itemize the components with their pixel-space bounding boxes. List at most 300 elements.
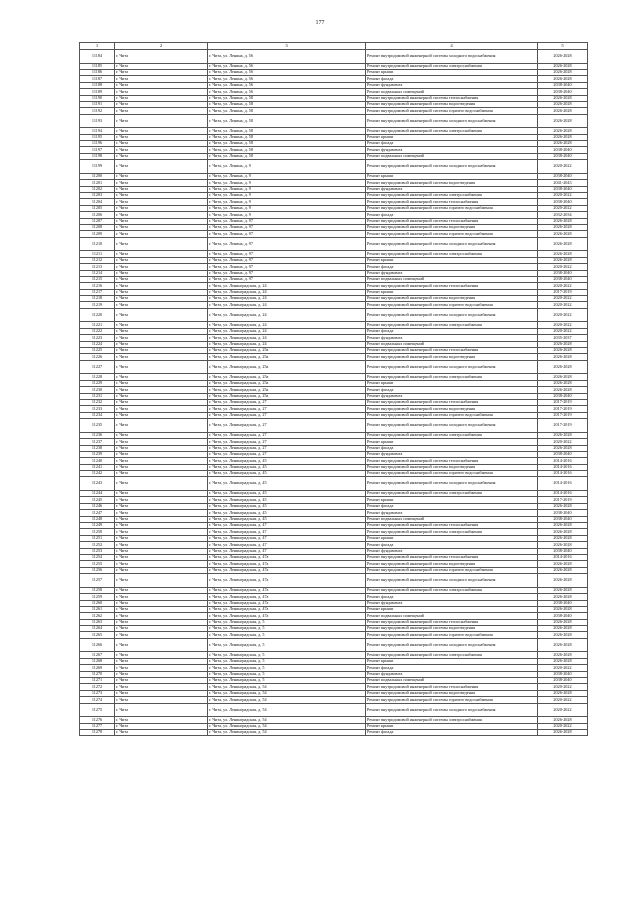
address-cell: г. Чита, ул. Ленинградская, д. 5 (208, 671, 366, 677)
work-type-cell: Ремонт фасада (366, 141, 538, 147)
address-cell: г. Чита, ул. Ленинградская, д. 24 (208, 335, 366, 341)
row-number-cell: 11277 (80, 723, 115, 729)
work-type-cell: Ремонт внутридомовой инженерной системы водоотведения (366, 464, 538, 470)
work-type-cell: Ремонт крыши (366, 497, 538, 503)
locality-cell: г. Чита (115, 678, 208, 684)
address-cell: г. Чита, ул. Ленинградская, д. 47а (208, 594, 366, 600)
work-type-cell: Ремонт внутридомовой инженерной системы электроснабжения (366, 63, 538, 69)
table-body (80, 43, 588, 736)
locality-cell: г. Чита (115, 451, 208, 457)
row-number-cell: 11278 (80, 729, 115, 735)
table-row (80, 574, 588, 588)
work-type-cell: Ремонт внутридомовой инженерной системы водоотведения (366, 354, 538, 360)
work-type-cell: Ремонт крыши (366, 134, 538, 140)
locality-cell: г. Чита (115, 406, 208, 412)
work-type-cell: Ремонт внутридомовой инженерной системы горячего водоснабжения (366, 697, 538, 703)
period-cell: 2020-2022 (538, 328, 588, 334)
period-cell: 2017-2019 (538, 497, 588, 503)
row-number-cell: 11215 (80, 276, 115, 282)
address-cell: г. Чита, ул. Ленинградская, д. 24 (208, 328, 366, 334)
locality-cell: г. Чита (115, 471, 208, 477)
address-cell: г. Чита, ул. Ленинградская, д. 24 (208, 283, 366, 289)
locality-cell: г. Чита (115, 380, 208, 386)
row-number-cell: 11240 (80, 458, 115, 464)
address-cell: г. Чита, ул. Ленина, д. 58 (208, 134, 366, 140)
work-type-cell: Ремонт внутридомовой инженерной системы горячего водоснабжения (366, 302, 538, 308)
address-cell: г. Чита, ул. Ленинградская, д. 25а (208, 393, 366, 399)
locality-cell: г. Чита (115, 497, 208, 503)
row-number-cell: 11252 (80, 542, 115, 548)
work-type-cell: Ремонт внутридомовой инженерной системы теплоснабжения (366, 554, 538, 560)
period-cell: 2026-2028 (538, 354, 588, 360)
period-cell: 2026-2028 (538, 503, 588, 509)
address-cell: г. Чита, ул. Ленинградская, д. 24 (208, 341, 366, 347)
row-number-cell: 11229 (80, 380, 115, 386)
row-number-cell: 11200 (80, 173, 115, 179)
locality-cell: г. Чита (115, 554, 208, 560)
period-cell: 2020-2022 (538, 296, 588, 302)
work-type-cell: Ремонт внутридомовой инженерной системы горячего водоснабжения (366, 412, 538, 418)
row-number-cell: 11238 (80, 445, 115, 451)
work-type-cell: Ремонт фундамента (366, 335, 538, 341)
period-cell: 2038-2040 (538, 153, 588, 159)
row-number-cell: 11230 (80, 387, 115, 393)
address-cell: г. Чита, ул. Ленинградская, д. 27 (208, 419, 366, 433)
row-number-cell: 11239 (80, 451, 115, 457)
address-cell: г. Чита, ул. Ленинградская, д. 54 (208, 723, 366, 729)
table-row (80, 477, 588, 491)
locality-cell: г. Чита (115, 374, 208, 380)
address-cell: г. Чита, ул. Ленина, д. 58 (208, 114, 366, 128)
work-type-cell: Ремонт внутридомовой инженерной системы водоотведения (366, 561, 538, 567)
period-cell: 2026-2028 (538, 224, 588, 230)
locality-cell: г. Чита (115, 542, 208, 548)
period-cell: 2038-2040 (538, 548, 588, 554)
locality-cell: г. Чита (115, 212, 208, 218)
period-cell: 2026-2028 (538, 626, 588, 632)
row-number-cell: 11186 (80, 69, 115, 75)
period-cell: 2026-2028 (538, 658, 588, 664)
work-type-cell: Ремонт крыши (366, 606, 538, 612)
period-cell: 2026-2028 (538, 257, 588, 263)
period-cell: 2032-2034 (538, 212, 588, 218)
period-cell: 2026-2028 (538, 652, 588, 658)
period-cell: 2020-2022 (538, 193, 588, 199)
address-cell: г. Чита, ул. Ленина, д. 97 (208, 237, 366, 251)
period-cell: 2038-2040 (538, 671, 588, 677)
address-cell: г. Чита, ул. Ленина, д. 56 (208, 50, 366, 64)
period-cell: 2020-2022 (538, 439, 588, 445)
row-number-cell: 11253 (80, 548, 115, 554)
row-number-cell: 11258 (80, 587, 115, 593)
work-type-cell: Ремонт внутридомовой инженерной системы электроснабжения (366, 529, 538, 535)
address-cell: г. Чита, ул. Ленина, д. 9 (208, 193, 366, 199)
work-type-cell: Ремонт внутридомовой инженерной системы электроснабжения (366, 251, 538, 257)
row-number-cell: 11203 (80, 193, 115, 199)
period-cell: 2026-2028 (538, 606, 588, 612)
work-type-cell: Ремонт фасада (366, 729, 538, 735)
table-row (80, 419, 588, 433)
period-cell: 2038-2040 (538, 510, 588, 516)
column-header: 4 (366, 43, 538, 50)
period-cell: 2026-2028 (538, 432, 588, 438)
address-cell: г. Чита, ул. Ленина, д. 58 (208, 153, 366, 159)
locality-cell: г. Чита (115, 399, 208, 405)
address-cell: г. Чита, ул. Ленина, д. 56 (208, 69, 366, 75)
address-cell: г. Чита, ул. Ленина, д. 56 (208, 76, 366, 82)
address-cell: г. Чита, ул. Ленинградская, д. 5 (208, 626, 366, 632)
row-number-cell: 11274 (80, 697, 115, 703)
row-number-cell: 11228 (80, 374, 115, 380)
address-cell: г. Чита, ул. Ленина, д. 9 (208, 173, 366, 179)
work-type-cell: Ремонт фундамента (366, 510, 538, 516)
period-cell: 2020-2022 (538, 684, 588, 690)
locality-cell: г. Чита (115, 141, 208, 147)
locality-cell: г. Чита (115, 561, 208, 567)
locality-cell: г. Чита (115, 328, 208, 334)
locality-cell: г. Чита (115, 224, 208, 230)
row-number-cell: 11262 (80, 613, 115, 619)
locality-cell: г. Чита (115, 335, 208, 341)
work-type-cell: Ремонт подвальных помещений (366, 276, 538, 282)
work-type-cell: Ремонт внутридомовой инженерной системы водоотведения (366, 180, 538, 186)
locality-cell: г. Чита (115, 665, 208, 671)
address-cell: г. Чита, ул. Ленина, д. 97 (208, 251, 366, 257)
period-cell: 2026-2028 (538, 717, 588, 723)
work-type-cell: Ремонт внутридомовой инженерной системы горячего водоснабжения (366, 471, 538, 477)
period-cell: 2038-2040 (538, 186, 588, 192)
period-cell: 2026-2028 (538, 380, 588, 386)
address-cell: г. Чита, ул. Ленинградская, д. 54 (208, 690, 366, 696)
locality-cell: г. Чита (115, 594, 208, 600)
row-number-cell: 11267 (80, 652, 115, 658)
work-type-cell: Ремонт внутридомовой инженерной системы теплоснабжения (366, 283, 538, 289)
work-type-cell: Ремонт внутридомовой инженерной системы электроснабжения (366, 432, 538, 438)
row-number-cell: 11193 (80, 114, 115, 128)
work-type-cell: Ремонт фундамента (366, 147, 538, 153)
locality-cell: г. Чита (115, 134, 208, 140)
period-cell: 2026-2028 (538, 348, 588, 354)
address-cell: г. Чита, ул. Ленинградская, д. 45 (208, 464, 366, 470)
column-header: 1 (80, 43, 115, 50)
row-number-cell: 11272 (80, 684, 115, 690)
row-number-cell: 11194 (80, 128, 115, 134)
row-number-cell: 11224 (80, 341, 115, 347)
work-type-cell: Ремонт крыши (366, 69, 538, 75)
period-cell: 2026-2028 (538, 114, 588, 128)
table-row (80, 237, 588, 251)
row-number-cell: 11195 (80, 134, 115, 140)
work-type-cell: Ремонт крыши (366, 658, 538, 664)
locality-cell: г. Чита (115, 114, 208, 128)
row-number-cell: 11221 (80, 322, 115, 328)
address-cell: г. Чита, ул. Ленина, д. 58 (208, 141, 366, 147)
period-cell: 2038-2040 (538, 89, 588, 95)
locality-cell: г. Чита (115, 308, 208, 322)
work-type-cell: Ремонт внутридомовой инженерной системы теплоснабжения (366, 218, 538, 224)
locality-cell: г. Чита (115, 516, 208, 522)
locality-cell: г. Чита (115, 626, 208, 632)
locality-cell: г. Чита (115, 464, 208, 470)
locality-cell: г. Чита (115, 652, 208, 658)
period-cell: 2014-2016 (538, 458, 588, 464)
work-type-cell: Ремонт фундамента (366, 393, 538, 399)
period-cell: 2038-2040 (538, 147, 588, 153)
period-cell: 2014-2016 (538, 471, 588, 477)
address-cell: г. Чита, ул. Ленинградская, д. 47а (208, 561, 366, 567)
locality-cell: г. Чита (115, 186, 208, 192)
row-number-cell: 11191 (80, 101, 115, 107)
row-number-cell: 11246 (80, 503, 115, 509)
work-type-cell: Ремонт внутридомовой инженерной системы холодного водоснабжения (366, 703, 538, 717)
work-type-cell: Ремонт внутридомовой инженерной системы холодного водоснабжения (366, 160, 538, 174)
locality-cell: г. Чита (115, 82, 208, 88)
locality-cell: г. Чита (115, 503, 208, 509)
period-cell: 2038-2040 (538, 173, 588, 179)
row-number-cell: 11242 (80, 471, 115, 477)
row-number-cell: 11192 (80, 108, 115, 114)
row-number-cell: 11243 (80, 477, 115, 491)
row-number-cell: 11208 (80, 224, 115, 230)
address-cell: г. Чита, ул. Ленинградская, д. 27 (208, 445, 366, 451)
locality-cell: г. Чита (115, 270, 208, 276)
work-type-cell: Ремонт внутридомовой инженерной системы электроснабжения (366, 587, 538, 593)
locality-cell: г. Чита (115, 95, 208, 101)
row-number-cell: 11197 (80, 147, 115, 153)
locality-cell: г. Чита (115, 160, 208, 174)
work-type-cell: Ремонт внутридомовой инженерной системы холодного водоснабжения (366, 360, 538, 374)
period-cell: 2017-2019 (538, 289, 588, 295)
address-cell: г. Чита, ул. Ленина, д. 97 (208, 276, 366, 282)
period-cell: 2038-2040 (538, 678, 588, 684)
address-cell: г. Чита, ул. Ленина, д. 97 (208, 218, 366, 224)
period-cell: 2020-2022 (538, 697, 588, 703)
locality-cell: г. Чита (115, 606, 208, 612)
period-cell: 2026-2028 (538, 95, 588, 101)
locality-cell: г. Чита (115, 445, 208, 451)
address-cell: г. Чита, ул. Ленина, д. 58 (208, 128, 366, 134)
work-type-cell: Ремонт фасада (366, 445, 538, 451)
work-type-cell: Ремонт фасада (366, 212, 538, 218)
work-type-cell: Ремонт внутридомовой инженерной системы холодного водоснабжения (366, 114, 538, 128)
row-number-cell: 11223 (80, 335, 115, 341)
address-cell: г. Чита, ул. Ленинградская, д. 47а (208, 606, 366, 612)
row-number-cell: 11187 (80, 76, 115, 82)
period-cell: 2020-2022 (538, 665, 588, 671)
address-cell: г. Чита, ул. Ленинградская, д. 47а (208, 574, 366, 588)
locality-cell: г. Чита (115, 199, 208, 205)
address-cell: г. Чита, ул. Ленина, д. 97 (208, 264, 366, 270)
address-cell: г. Чита, ул. Ленинградская, д. 45 (208, 471, 366, 477)
period-cell: 2026-2028 (538, 76, 588, 82)
address-cell: г. Чита, ул. Ленина, д. 97 (208, 224, 366, 230)
column-header: 2 (115, 43, 208, 50)
period-cell: 2038-2040 (538, 393, 588, 399)
row-number-cell: 11219 (80, 302, 115, 308)
locality-cell: г. Чита (115, 348, 208, 354)
address-cell: г. Чита, ул. Ленина, д. 58 (208, 101, 366, 107)
locality-cell: г. Чита (115, 251, 208, 257)
page-number: 177 (315, 20, 325, 26)
address-cell: г. Чита, ул. Ленина, д. 97 (208, 231, 366, 237)
locality-cell: г. Чита (115, 63, 208, 69)
address-cell: г. Чита, ул. Ленинградская, д. 47 (208, 535, 366, 541)
work-type-cell: Ремонт крыши (366, 380, 538, 386)
period-cell: 2026-2028 (538, 567, 588, 573)
row-number-cell: 11217 (80, 289, 115, 295)
period-cell: 2020-2022 (538, 302, 588, 308)
row-number-cell: 11251 (80, 535, 115, 541)
address-cell: г. Чита, ул. Ленинградская, д. 25а (208, 360, 366, 374)
row-number-cell: 11214 (80, 270, 115, 276)
locality-cell: г. Чита (115, 89, 208, 95)
period-cell: 2026-2028 (538, 360, 588, 374)
row-number-cell: 11245 (80, 497, 115, 503)
address-cell: г. Чита, ул. Ленина, д. 58 (208, 95, 366, 101)
address-cell: г. Чита, ул. Ленинградская, д. 27 (208, 439, 366, 445)
row-number-cell: 11269 (80, 665, 115, 671)
period-cell: 2020-2022 (538, 283, 588, 289)
period-cell: 2026-2028 (538, 218, 588, 224)
address-cell: г. Чита, ул. Ленинградская, д. 5 (208, 638, 366, 652)
work-type-cell: Ремонт крыши (366, 257, 538, 263)
address-cell: г. Чита, ул. Ленинградская, д. 27 (208, 412, 366, 418)
row-number-cell: 11205 (80, 205, 115, 211)
locality-cell: г. Чита (115, 354, 208, 360)
period-cell: 2017-2019 (538, 412, 588, 418)
period-cell: 2038-2040 (538, 451, 588, 457)
address-cell: г. Чита, ул. Ленина, д. 58 (208, 147, 366, 153)
address-cell: г. Чита, ул. Ленинградская, д. 27 (208, 406, 366, 412)
row-number-cell: 11227 (80, 360, 115, 374)
period-cell: 2014-2016 (538, 554, 588, 560)
work-type-cell: Ремонт внутридомовой инженерной системы водоотведения (366, 690, 538, 696)
period-cell: 2026-2028 (538, 231, 588, 237)
address-cell: г. Чита, ул. Ленина, д. 58 (208, 108, 366, 114)
address-cell: г. Чита, ул. Ленинградская, д. 5 (208, 619, 366, 625)
address-cell: г. Чита, ул. Ленина, д. 9 (208, 180, 366, 186)
row-number-cell: 11247 (80, 510, 115, 516)
work-type-cell: Ремонт внутридомовой инженерной системы холодного водоснабжения (366, 50, 538, 64)
locality-cell: г. Чита (115, 76, 208, 82)
address-cell: г. Чита, ул. Ленина, д. 9 (208, 160, 366, 174)
address-cell: г. Чита, ул. Ленинградская, д. 54 (208, 703, 366, 717)
row-number-cell: 11231 (80, 393, 115, 399)
period-cell: 2026-2028 (538, 561, 588, 567)
address-cell: г. Чита, ул. Ленинградская, д. 25а (208, 374, 366, 380)
row-number-cell: 11196 (80, 141, 115, 147)
address-cell: г. Чита, ул. Ленинградская, д. 47а (208, 587, 366, 593)
row-number-cell: 11213 (80, 264, 115, 270)
locality-cell: г. Чита (115, 153, 208, 159)
row-number-cell: 11212 (80, 257, 115, 263)
locality-cell: г. Чита (115, 205, 208, 211)
work-type-cell: Ремонт фасада (366, 503, 538, 509)
work-type-cell: Ремонт внутридомовой инженерной системы электроснабжения (366, 652, 538, 658)
row-number-cell: 11222 (80, 328, 115, 334)
row-number-cell: 11270 (80, 671, 115, 677)
column-header: 5 (538, 43, 588, 50)
work-type-cell: Ремонт фасада (366, 594, 538, 600)
address-cell: г. Чита, ул. Ленинградская, д. 45 (208, 510, 366, 516)
work-type-cell: Ремонт внутридомовой инженерной системы горячего водоснабжения (366, 632, 538, 638)
locality-cell: г. Чита (115, 419, 208, 433)
row-number-cell: 11261 (80, 606, 115, 612)
address-cell: г. Чита, ул. Ленинградская, д. 25а (208, 387, 366, 393)
work-type-cell: Ремонт внутридомовой инженерной системы теплоснабжения (366, 95, 538, 101)
row-number-cell: 11202 (80, 186, 115, 192)
row-number-cell: 11264 (80, 626, 115, 632)
address-cell: г. Чита, ул. Ленина, д. 56 (208, 89, 366, 95)
period-cell: 2026-2028 (538, 619, 588, 625)
period-cell: 2026-2028 (538, 50, 588, 64)
address-cell: г. Чита, ул. Ленинградская, д. 27 (208, 432, 366, 438)
period-cell: 2014-2016 (538, 477, 588, 491)
address-cell: г. Чита, ул. Ленинградская, д. 54 (208, 729, 366, 735)
locality-cell: г. Чита (115, 671, 208, 677)
address-cell: г. Чита, ул. Ленинградская, д. 25а (208, 354, 366, 360)
address-cell: г. Чита, ул. Ленинградская, д. 24 (208, 302, 366, 308)
locality-cell: г. Чита (115, 632, 208, 638)
period-cell: 2014-2016 (538, 491, 588, 497)
work-type-cell: Ремонт внутридомовой инженерной системы теплоснабжения (366, 619, 538, 625)
period-cell: 2026-2028 (538, 237, 588, 251)
locality-cell: г. Чита (115, 173, 208, 179)
work-type-cell: Ремонт фасада (366, 264, 538, 270)
locality-cell: г. Чита (115, 619, 208, 625)
locality-cell: г. Чита (115, 341, 208, 347)
work-type-cell: Ремонт фундамента (366, 82, 538, 88)
address-cell: г. Чита, ул. Ленинградская, д. 27 (208, 399, 366, 405)
locality-cell: г. Чита (115, 523, 208, 529)
work-type-cell: Ремонт внутридомовой инженерной системы электроснабжения (366, 491, 538, 497)
row-number-cell: 11276 (80, 717, 115, 723)
period-cell: 2026-2028 (538, 523, 588, 529)
row-number-cell: 11184 (80, 50, 115, 64)
address-cell: г. Чита, ул. Ленинградская, д. 24 (208, 308, 366, 322)
period-cell: 2020-2022 (538, 308, 588, 322)
column-number-row (80, 43, 588, 50)
address-cell: г. Чита, ул. Ленинградская, д. 47а (208, 554, 366, 560)
work-type-cell: Ремонт внутридомовой инженерной системы холодного водоснабжения (366, 638, 538, 652)
period-cell: 2020-2022 (538, 205, 588, 211)
address-cell: г. Чита, ул. Ленина, д. 56 (208, 82, 366, 88)
period-cell: 2038-2040 (538, 600, 588, 606)
locality-cell: г. Чита (115, 729, 208, 735)
period-cell: 2017-2019 (538, 419, 588, 433)
row-number-cell: 11257 (80, 574, 115, 588)
row-number-cell: 11271 (80, 678, 115, 684)
address-cell: г. Чита, ул. Ленинградская, д. 24 (208, 296, 366, 302)
period-cell: 2026-2028 (538, 542, 588, 548)
address-cell: г. Чита, ул. Ленинградская, д. 47 (208, 523, 366, 529)
row-number-cell: 11190 (80, 95, 115, 101)
table-row (80, 729, 588, 735)
period-cell: 2026-2028 (538, 445, 588, 451)
row-number-cell: 11256 (80, 567, 115, 573)
work-type-cell: Ремонт крыши (366, 289, 538, 295)
address-cell: г. Чита, ул. Ленина, д. 9 (208, 205, 366, 211)
work-type-cell: Ремонт подвальных помещений (366, 613, 538, 619)
address-cell: г. Чита, ул. Ленина, д. 56 (208, 63, 366, 69)
row-number-cell: 11210 (80, 237, 115, 251)
table-row (80, 703, 588, 717)
work-type-cell: Ремонт фундамента (366, 451, 538, 457)
locality-cell: г. Чита (115, 477, 208, 491)
period-cell: 2038-2040 (538, 276, 588, 282)
row-number-cell: 11265 (80, 632, 115, 638)
row-number-cell: 11201 (80, 180, 115, 186)
